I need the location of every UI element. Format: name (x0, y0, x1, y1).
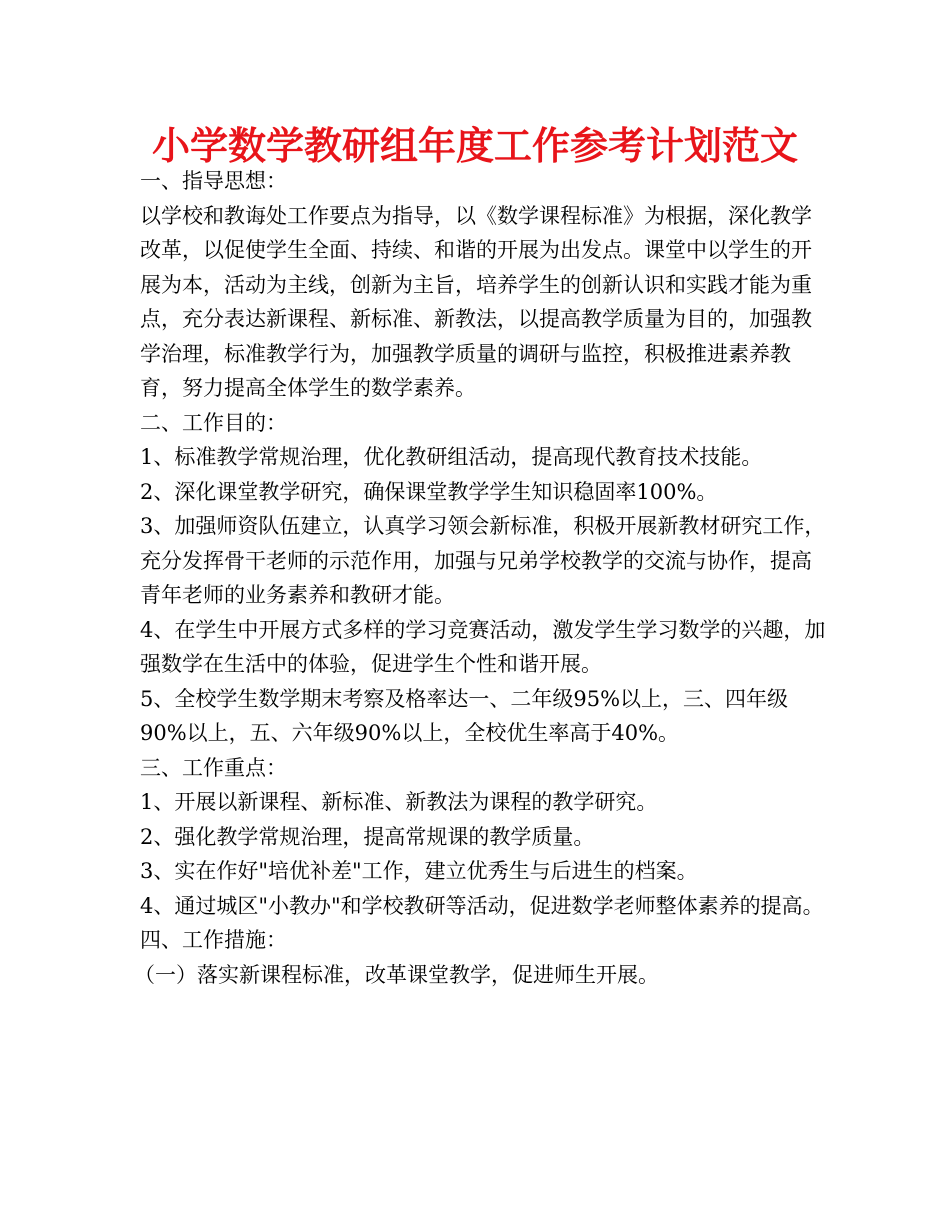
section-heading-2: 二、工作目的： (140, 410, 287, 435)
focus-item-3: 3、实在作好"培优补差"工作，建立优秀生与后进生的档案。 (140, 859, 698, 883)
goal-item-2: 2、深化课堂教学研究，确保课堂教学学生知识稳固率100%。 (140, 479, 718, 504)
document-body (134, 164, 830, 992)
paragraph-guiding-thought: 以学校和教诲处工作要点为指导，以《数学课程标准》为根据，深化教学改革，以促使学生全面、持续、和谐的开展为出发点。课堂中以学生的开展为本，活动为主线，创新为主旨，培养学生的创新认识和实践才能为重点，充分表达新课程、新标准、新教法，以提高教学质量为目的，加强教学治理，标准教学行为，加强教学质量的调研与监控，积极推进素养教育，努力提高全体学生的数学素养。 (140, 203, 812, 400)
goal-item-3: 3、加强师资队伍建立，认真学习领会新标准，积极开展新教材研究工作，充分发挥骨干老师的示范作用，加强与兄弟学校教学的交流与协作，提高青年老师的业务素养和教研才能。 (140, 514, 826, 607)
goal-item-5: 5、全校学生数学期末考察及格率达一、二年级95%以上，三、四年级90%以上，五、六年级90%以上，全校优生率高于40%。 (140, 686, 789, 745)
focus-item-1: 1、开展以新课程、新标准、新教法为课程的教学研究。 (140, 790, 658, 814)
section-heading-4: 四、工作措施： (140, 928, 287, 952)
section-heading-3: 三、工作重点： (140, 755, 287, 780)
measure-subheading-1: （一）落实新课程标准，改革课堂教学，促进师生开展。 (134, 962, 659, 987)
goal-item-1: 1、标准教学常规治理，优化教研组活动，提高现代教育技术技能。 (140, 445, 763, 469)
section-heading-1: 一、指导思想： (140, 169, 287, 193)
goal-item-4: 4、在学生中开展方式多样的学习竞赛活动，激发学生学习数学的兴趣，加强数学在生活中的体验，促进学生个性和谐开展。 (140, 617, 826, 676)
focus-item-2: 2、强化教学常规治理，提高常规课的教学质量。 (140, 824, 595, 849)
document-title: 小学数学教研组年度工作参考计划范文 (151, 124, 798, 168)
focus-item-4: 4、通过城区"小教办"和学校教研等活动，促进数学老师整体素养的提高。 (140, 893, 824, 918)
